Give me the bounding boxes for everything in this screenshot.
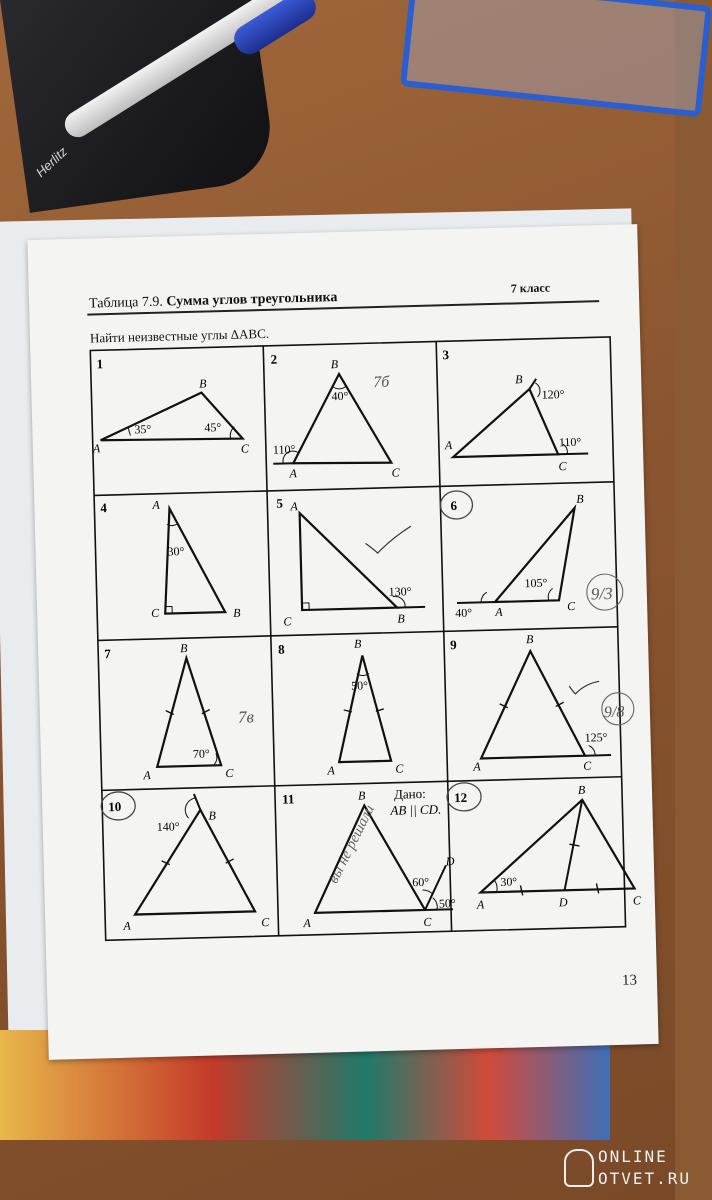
svg-text:B: B — [525, 632, 534, 647]
svg-text:60°: 60° — [412, 874, 430, 890]
svg-text:C: C — [583, 758, 592, 773]
svg-text:B: B — [576, 491, 584, 506]
watermark-line1: ONLINE — [598, 1147, 668, 1166]
svg-text:11: 11 — [281, 791, 295, 807]
class-label: 7 класс — [510, 280, 551, 296]
problem-4 — [100, 496, 241, 624]
svg-text:B: B — [357, 788, 366, 803]
svg-text:C: C — [391, 465, 400, 480]
svg-text:45°: 45° — [204, 420, 222, 435]
given-equation: AB || CD. — [390, 801, 442, 818]
svg-text:C: C — [240, 441, 250, 456]
worksheet-page — [27, 224, 658, 1060]
svg-text:10: 10 — [108, 798, 122, 815]
problem-1 — [89, 352, 250, 459]
svg-text:6: 6 — [450, 497, 458, 514]
problem-2 — [270, 348, 400, 482]
svg-text:B: B — [515, 372, 523, 387]
svg-text:B: B — [233, 605, 241, 620]
svg-text:D: D — [445, 854, 455, 869]
lightbulb-icon — [564, 1149, 594, 1187]
svg-text:A: A — [152, 497, 160, 512]
note-11: вы не решали — [325, 802, 378, 887]
svg-text:C: C — [632, 893, 642, 908]
note-2: 7б — [372, 373, 390, 392]
svg-text:A: A — [476, 897, 485, 912]
svg-text:40°: 40° — [331, 388, 349, 404]
problem-7 — [104, 639, 256, 783]
note-6: 9/3 — [590, 583, 613, 604]
svg-text:1: 1 — [96, 356, 104, 372]
svg-text:C: C — [261, 915, 270, 930]
svg-text:140°: 140° — [156, 819, 180, 834]
svg-text:C: C — [225, 765, 234, 781]
problem-11 — [282, 785, 457, 932]
svg-text:B: B — [397, 611, 405, 626]
task-text: Найти неизвестные углы ΔABC. — [89, 325, 270, 346]
svg-text:110°: 110° — [558, 434, 582, 450]
svg-text:12: 12 — [453, 789, 468, 806]
svg-text:A: A — [444, 438, 453, 453]
svg-text:125°: 125° — [584, 730, 608, 745]
problem-9 — [450, 629, 636, 776]
given-label: Дано: — [393, 785, 426, 802]
svg-text:70°: 70° — [192, 746, 210, 761]
svg-text:3: 3 — [442, 347, 450, 363]
svg-text:C: C — [423, 914, 432, 929]
svg-text:A: A — [143, 768, 151, 783]
watermark-line2: OTVET.RU — [598, 1169, 692, 1188]
svg-text:C: C — [395, 761, 404, 776]
svg-text:30°: 30° — [167, 544, 185, 559]
title-prefix: Таблица 7.9. — [88, 294, 164, 312]
svg-text:120°: 120° — [541, 387, 565, 402]
svg-text:105°: 105° — [524, 575, 548, 591]
svg-text:B: B — [199, 376, 207, 391]
svg-text:B: B — [577, 782, 586, 797]
svg-text:C: C — [558, 459, 567, 474]
svg-text:C: C — [283, 614, 292, 629]
svg-text:110°: 110° — [272, 442, 296, 457]
svg-text:A: A — [290, 499, 298, 514]
svg-text:30°: 30° — [500, 874, 518, 889]
svg-text:A: A — [327, 763, 335, 778]
svg-text:50°: 50° — [438, 896, 456, 911]
svg-text:B: B — [330, 357, 339, 372]
problem-5 — [276, 492, 425, 629]
svg-text:B: B — [353, 636, 362, 651]
svg-text:130°: 130° — [388, 584, 412, 599]
svg-text:A: A — [123, 918, 131, 933]
svg-text:A: A — [303, 915, 311, 931]
problem-8 — [278, 635, 405, 778]
svg-text:C: C — [150, 605, 160, 621]
pouch-brand-text: Herlitz — [32, 143, 71, 180]
svg-text:B: B — [179, 641, 188, 656]
svg-text:9: 9 — [449, 637, 457, 653]
problem-3 — [441, 344, 588, 477]
problem-grid — [90, 337, 642, 940]
page-number: 13 — [621, 972, 638, 989]
svg-text:8: 8 — [277, 641, 285, 657]
svg-text:4: 4 — [100, 500, 108, 516]
problem-12 — [447, 778, 642, 912]
note-9: 9/8 — [603, 703, 625, 722]
problem-10 — [101, 788, 271, 933]
svg-text:7: 7 — [104, 646, 111, 662]
problem-6 — [440, 487, 623, 621]
svg-text:40°: 40° — [455, 605, 473, 621]
svg-text:B: B — [208, 808, 217, 823]
watermark — [564, 1145, 692, 1197]
svg-text:C: C — [566, 598, 576, 614]
note-7: 7в — [237, 707, 255, 727]
svg-text:A: A — [495, 604, 503, 620]
svg-text:A: A — [289, 466, 298, 481]
title-bold: Сумма углов треугольника — [166, 290, 338, 310]
svg-text:D: D — [558, 895, 568, 910]
svg-text:5: 5 — [276, 495, 284, 511]
svg-text:35°: 35° — [134, 421, 152, 437]
svg-text:50°: 50° — [350, 678, 369, 693]
svg-text:2: 2 — [270, 351, 278, 367]
svg-text:A: A — [92, 441, 101, 456]
svg-text:A: A — [473, 759, 481, 774]
